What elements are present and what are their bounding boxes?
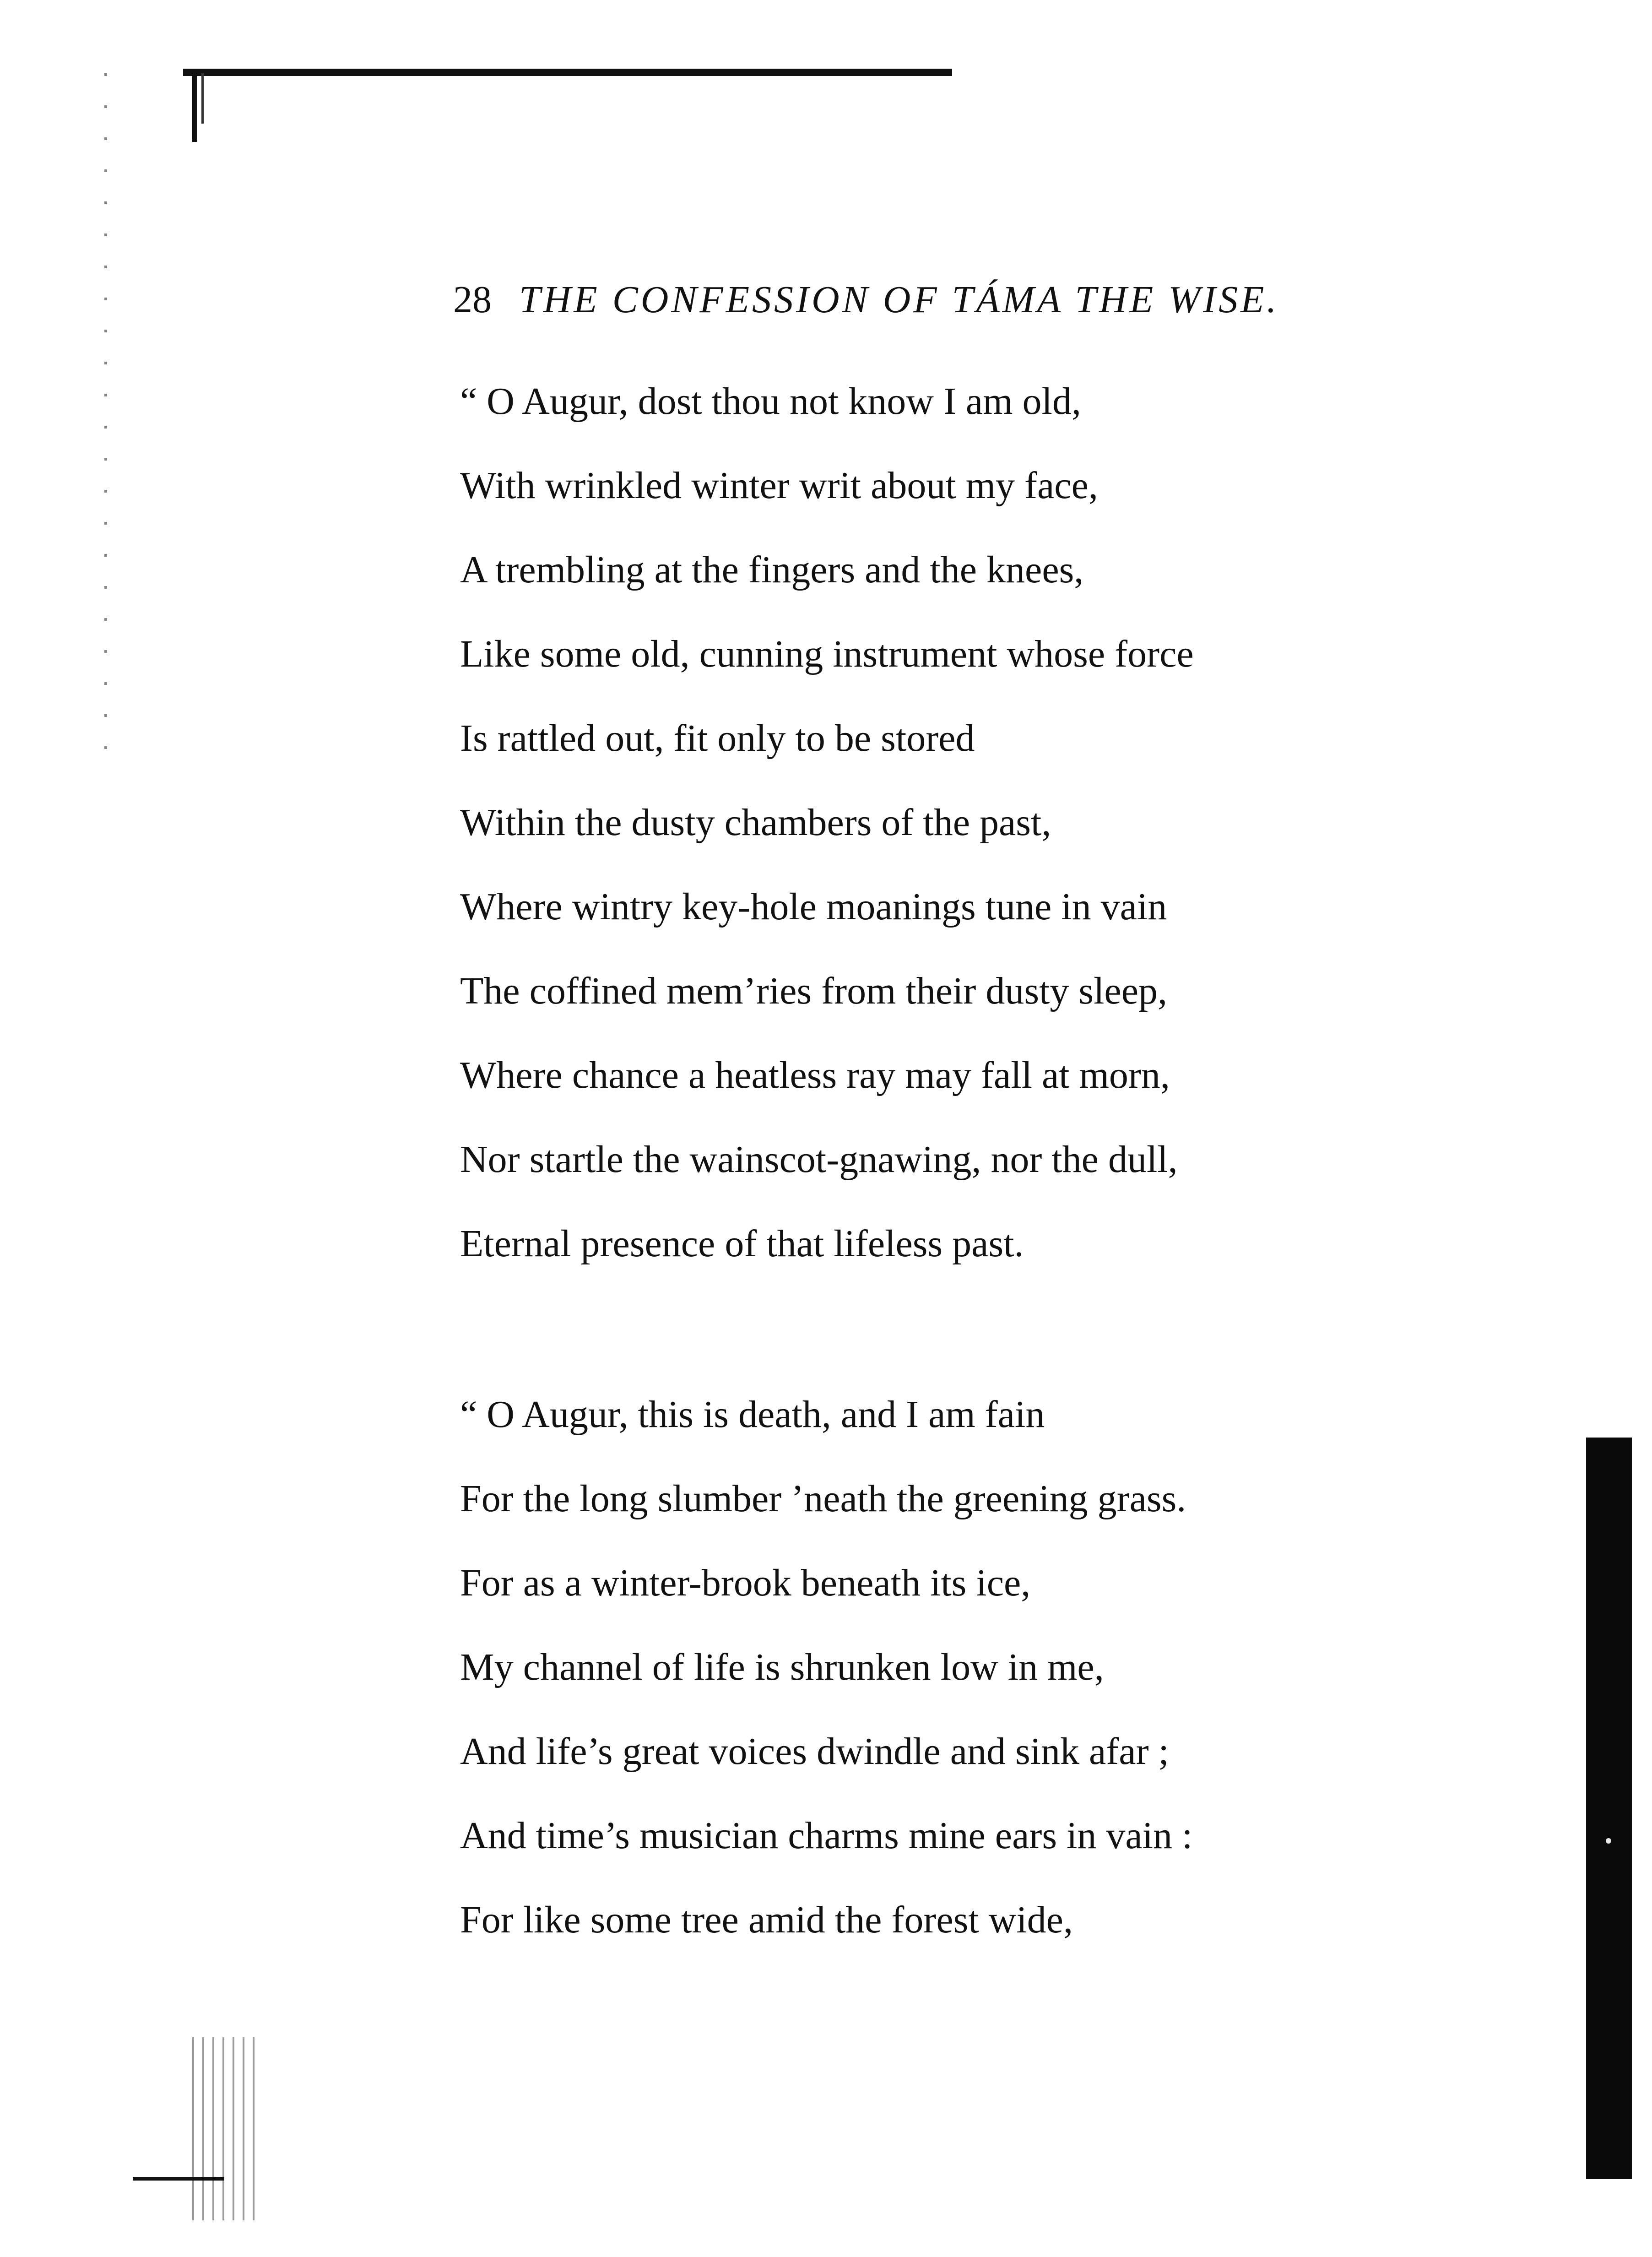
top-border-rule bbox=[183, 69, 952, 76]
verse-line: Nor startle the wainscot-gnawing, nor the dull, bbox=[460, 1138, 1178, 1181]
verse-line: Where wintry key-hole moanings tune in vain bbox=[460, 885, 1167, 928]
top-border-rule-corner bbox=[192, 69, 197, 142]
right-edge-scan-bar bbox=[1586, 1438, 1632, 2179]
page-number: 28 bbox=[453, 278, 492, 321]
stanza-1 bbox=[460, 372, 1467, 1298]
verse-line: My channel of life is shrunken low in me, bbox=[460, 1646, 1104, 1688]
verse-line: With wrinkled winter writ about my face, bbox=[460, 464, 1098, 507]
left-margin-scan-marks bbox=[104, 73, 107, 760]
verse-line: The coffined mem’ries from their dusty sleep, bbox=[460, 970, 1167, 1012]
verse-line: Like some old, cunning instrument whose force bbox=[460, 633, 1194, 675]
verse-line: Is rattled out, fit only to be stored bbox=[460, 717, 975, 760]
verse-line: Eternal presence of that lifeless past. bbox=[460, 1222, 1024, 1265]
verse-line: Where chance a heatless ray may fall at morn, bbox=[460, 1054, 1170, 1096]
verse-line: And life’s great voices dwindle and sink afar ; bbox=[460, 1730, 1169, 1773]
top-border-rule-corner-mark bbox=[201, 73, 204, 124]
right-edge-scan-speck bbox=[1606, 1838, 1611, 1844]
stanza-2 bbox=[460, 1385, 1467, 1975]
running-head-title: THE CONFESSION OF TÁMA THE WISE. bbox=[519, 278, 1279, 321]
verse-line: “ O Augur, this is death, and I am fain bbox=[460, 1393, 1045, 1436]
verse-line: A trembling at the fingers and the knees, bbox=[460, 548, 1084, 591]
bottom-left-scan-marks bbox=[192, 2037, 261, 2220]
running-head bbox=[453, 275, 1506, 325]
bottom-left-dash-mark bbox=[133, 2177, 224, 2181]
verse-line: And time’s musician charms mine ears in vain : bbox=[460, 1814, 1193, 1857]
verse-line: For as a winter-brook beneath its ice, bbox=[460, 1562, 1031, 1604]
verse-line: “ O Augur, dost thou not know I am old, bbox=[460, 380, 1081, 423]
verse-line: For like some tree amid the forest wide, bbox=[460, 1899, 1073, 1941]
verse-line: Within the dusty chambers of the past, bbox=[460, 801, 1051, 844]
verse-line: For the long slumber ’neath the greening grass. bbox=[460, 1477, 1186, 1520]
